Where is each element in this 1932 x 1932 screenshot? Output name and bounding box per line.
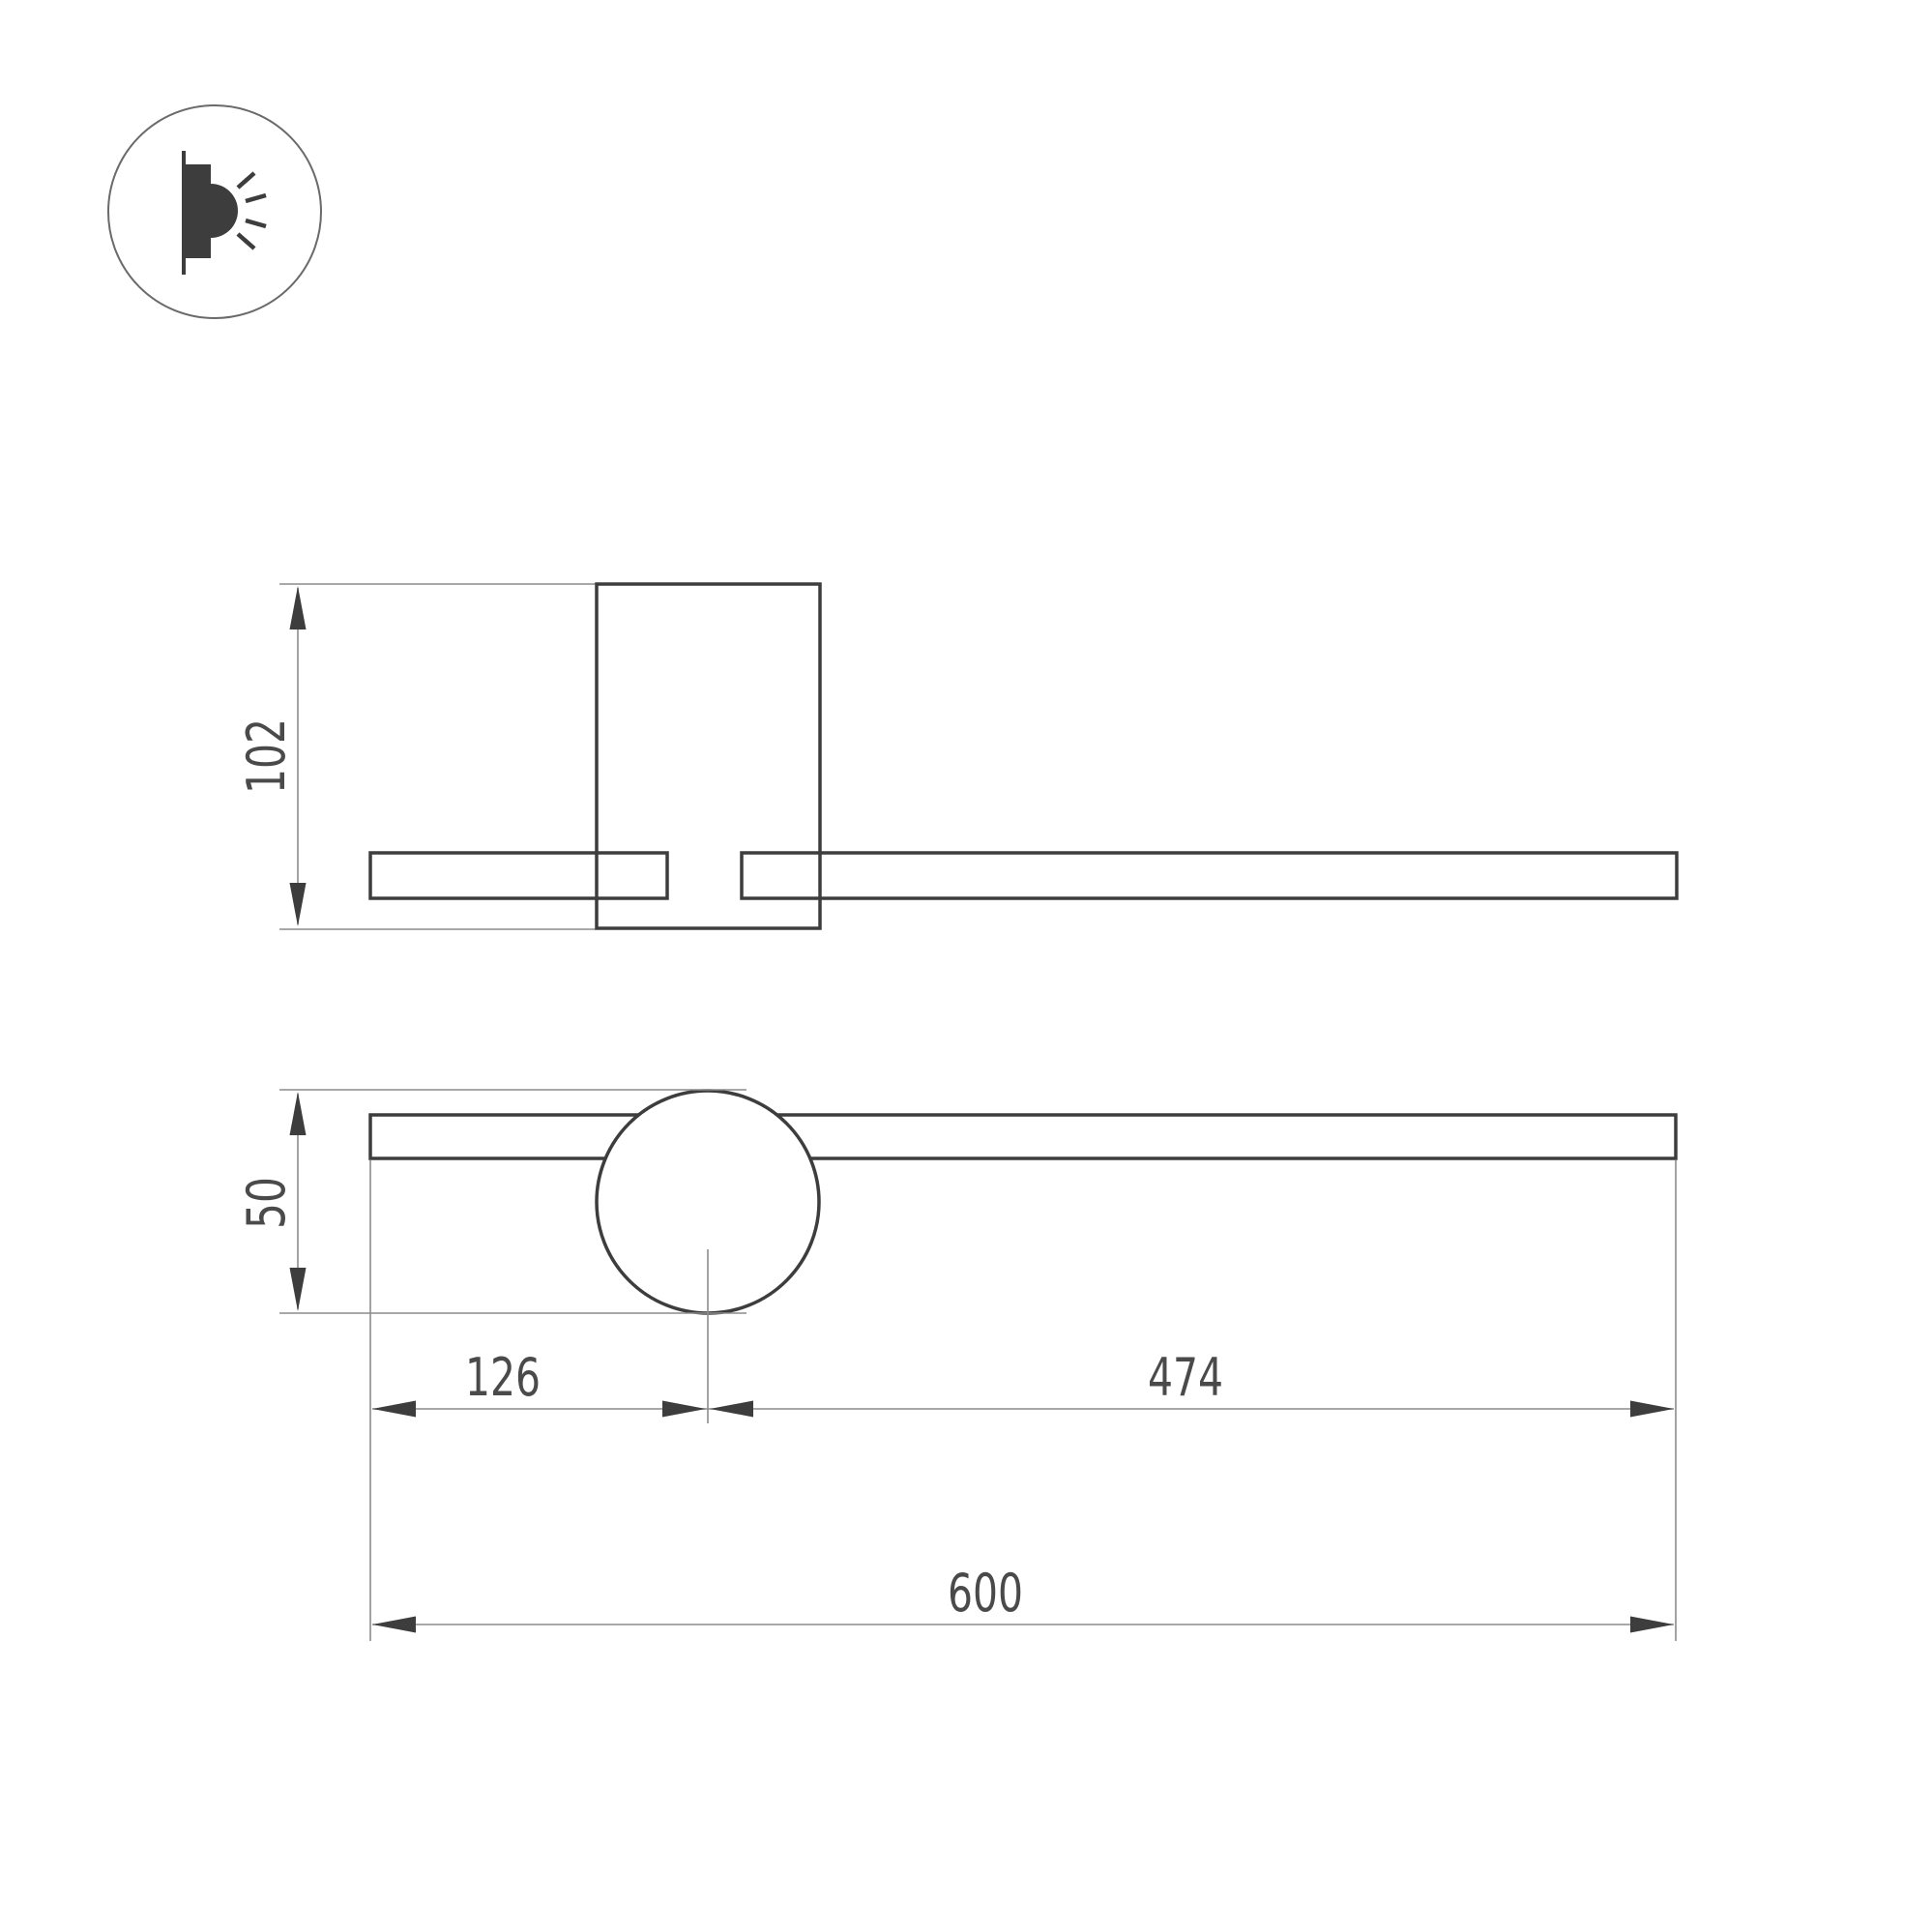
side-view — [236, 584, 1677, 929]
wall-light-icon — [108, 105, 321, 318]
light-ray-icon — [246, 220, 266, 226]
bar-right-segment — [742, 853, 1677, 898]
dim-label-126: 126 — [465, 1347, 541, 1408]
bar-left-segment — [370, 853, 667, 898]
arrow-down-icon — [290, 883, 307, 926]
dim-label-102: 102 — [236, 693, 297, 794]
arrow-left-icon — [372, 1401, 416, 1418]
light-ray-icon — [246, 195, 266, 201]
dim-label-600: 600 — [948, 1563, 1023, 1624]
arrow-down-icon — [290, 1268, 307, 1311]
side-view-extension-lines — [279, 584, 596, 929]
front-view — [236, 1090, 1676, 1641]
arrow-right-icon — [1630, 1617, 1674, 1633]
arrow-up-icon — [290, 1092, 307, 1135]
arrow-right-icon — [662, 1401, 706, 1418]
lamp-body-icon — [186, 164, 211, 258]
side-view-outlines — [370, 584, 1677, 928]
dim-label-50: 50 — [236, 1162, 297, 1229]
arrow-up-icon — [290, 586, 307, 629]
light-ray-icon — [238, 173, 254, 188]
lamp-lens-icon — [211, 184, 238, 238]
dim-label-474: 474 — [1148, 1347, 1223, 1408]
arrow-left-icon — [710, 1401, 753, 1418]
arrow-left-icon — [372, 1617, 416, 1633]
arrow-right-icon — [1630, 1401, 1674, 1418]
lamp-body-outline — [597, 584, 820, 928]
bar-front-outline — [370, 1115, 1676, 1158]
light-rays-icon — [238, 173, 266, 249]
light-ray-icon — [238, 234, 254, 249]
